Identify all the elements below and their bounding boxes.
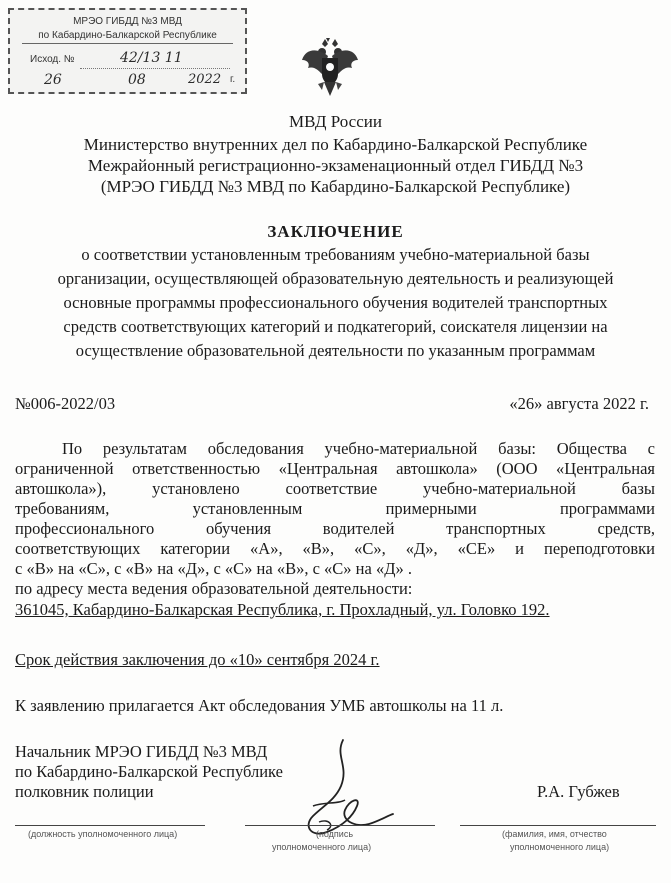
stamp-year-suffix: г. [230,74,236,85]
stamp-outgoing-number: 42/13 11 [120,50,183,66]
title-line-5: осуществление образовательной деятельности по указанным программам [75,341,596,360]
attachment-note: К заявлению прилагается Акт обследования УМБ автошколы на 11 л. [15,696,504,715]
stamp-month: 08 [128,72,146,88]
title-line-2: организации, осуществляющей образовательную деятельность и реализующей [57,269,614,288]
body-line-2: ограниченной ответственностью «Центральная автошкола» (ООО «Центральная [15,459,655,478]
title-line-4: средств соответствующих категорий и подкатегорий, соискателя лицензии на [63,317,608,336]
department-name: Межрайонный регистрационно-экзаменационный отдел ГИБДД №3 [87,156,584,175]
signatory-position-1: Начальник МРЭО ГИБДД №3 МВД [15,742,268,761]
stamp-line-1: МРЭО ГИБДД №3 МВД [73,16,182,27]
document-date: «26» августа 2022 г. [509,394,649,413]
signatory-position-2: по Кабардино-Балкарской Республике [15,762,283,781]
body-line-1: По результатам обследования учебно-материальной базы: Общества с [62,439,655,458]
position-rule [15,825,205,826]
signature-rule [245,825,435,826]
stamp-outgoing-rule [80,68,230,69]
body-line-7: с «В» на «С», с «В» на «Д», с «С» на «В», с «С» на «Д» . [15,559,412,578]
address: 361045, Кабардино-Балкарская Республика, г. Прохладный, ул. Головко 192. [15,600,550,619]
name-rule [460,825,656,826]
signatory-name: Р.А. Губжев [537,782,620,801]
caption-signature-2: уполномоченного лица) [272,842,372,852]
caption-position: (должность уполномоченного лица) [28,829,178,839]
title-line-1: о соответствии установленным требованиям учебно-материальной базы [81,245,590,264]
ministry-short: МВД России [289,112,382,131]
stamp-outgoing-label: Исход. № [30,54,75,65]
stamp-year: 2022 [188,72,222,87]
stamp-line-2: по Кабардино-Балкарской Республике [38,30,217,41]
body-line-4: требованиям, установленным примерными программами [15,499,655,518]
stamp-day: 26 [44,72,62,88]
title-line-3: основные программы профессионального обучения водителей транспортных [63,293,608,312]
body-line-3: автошкола»), установлено соответствие учебно-материальной базы [15,479,655,498]
body-line-6: соответствующих категории «А», «В», «С», «Д», «СЕ» и переподготовки [15,539,655,558]
caption-name-2: уполномоченного лица) [510,842,610,852]
body-line-8: по адресу места ведения образовательной деятельности: [15,579,413,598]
document-title: ЗАКЛЮЧЕНИЕ [267,222,404,241]
signatory-rank: полковник полиции [15,782,154,801]
caption-name-1: (фамилия, имя, отчество [502,829,607,839]
stamp-divider [22,43,234,44]
validity-period: Срок действия заключения до «10» сентября 2024 г. [15,650,380,669]
ministry-full: Министерство внутренних дел по Кабардино-Балкарской Республике [83,135,588,154]
caption-signature-1: (подпись [316,829,354,839]
double-headed-eagle-icon [300,38,360,102]
registration-stamp [8,8,247,94]
document-number: №006-2022/03 [15,394,116,413]
body-line-5: профессионального обучения водителей транспортных средств, [15,519,655,538]
department-abbr: (МРЭО ГИБДД №3 МВД по Кабардино-Балкарской Республике) [100,177,571,196]
